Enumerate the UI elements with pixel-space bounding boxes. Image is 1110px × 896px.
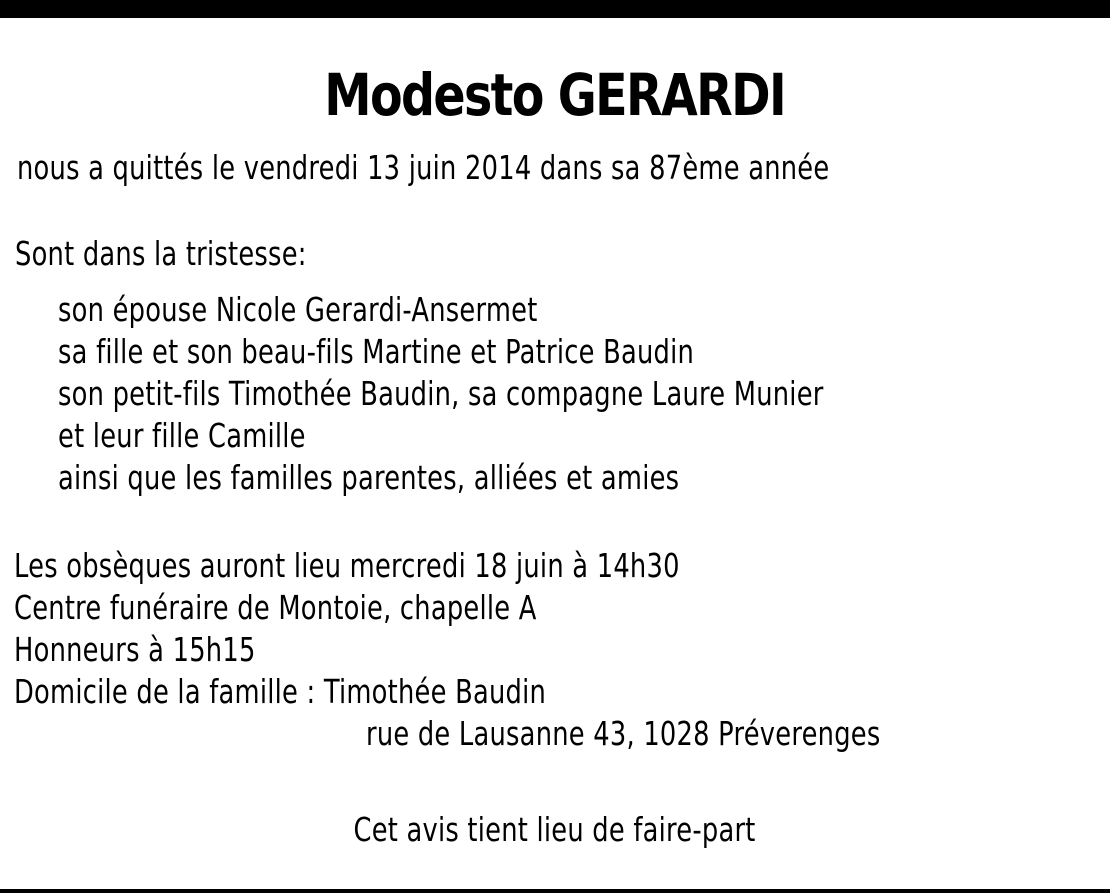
deceased-name-title: Modesto GERARDI — [324, 61, 786, 129]
funeral-service-line: Les obsèques auront lieu mercredi 18 juin à 14h30 — [14, 546, 680, 585]
honours-line: Honneurs à 15h15 — [14, 630, 256, 669]
bottom-border-rule — [0, 889, 1110, 893]
top-border-rule — [0, 0, 1110, 18]
mourner-line: son épouse Nicole Gerardi-Ansermet — [58, 290, 538, 329]
funeral-location-line: Centre funéraire de Montoie, chapelle A — [14, 588, 537, 627]
faire-part-footer: Cet avis tient lieu de faire-part — [353, 810, 756, 849]
mourner-line: ainsi que les familles parentes, alliées et amies — [58, 458, 680, 497]
mourners-heading: Sont dans la tristesse: — [15, 234, 307, 273]
mourner-line: son petit-fils Timothée Baudin, sa compagne Laure Munier — [58, 374, 824, 413]
mourner-line: et leur fille Camille — [58, 416, 306, 455]
mourner-line: sa fille et son beau-fils Martine et Patrice Baudin — [58, 332, 695, 371]
family-address-line: rue de Lausanne 43, 1028 Préverenges — [366, 714, 881, 753]
family-home-line: Domicile de la famille : Timothée Baudin — [14, 672, 547, 711]
death-announcement: nous a quittés le vendredi 13 juin 2014 dans sa 87ème année — [17, 148, 830, 187]
